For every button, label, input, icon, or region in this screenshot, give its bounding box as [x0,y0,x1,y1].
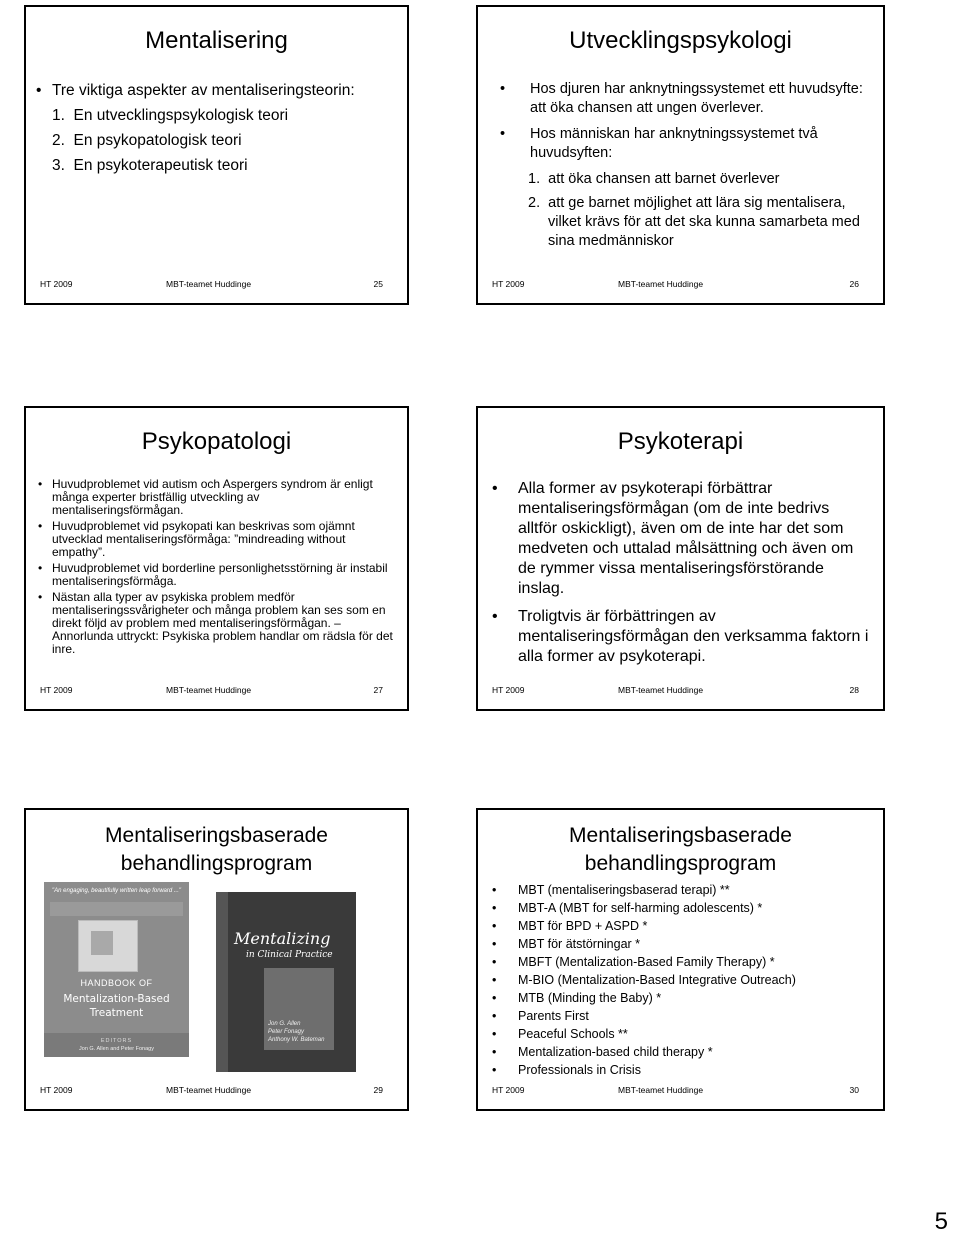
slide-content [492,881,872,1079]
footer-date: HT 2009 [492,279,525,289]
title-line-1: Mentaliseringsbaserade [105,824,328,847]
footer-date: HT 2009 [40,1085,73,1095]
book-title-line-2: Treatment [89,1007,144,1019]
numbered-item: 1. att öka chansen att barnet överlever [528,171,780,187]
title-line-2: behandlingsprogram [120,852,313,875]
book-title: Mentalizing [234,929,331,948]
bullet-item: • Parents First [492,1007,872,1025]
bullet-item: • MTB (Minding the Baby) * [492,989,872,1007]
slide-title: Psykopatologi [141,428,292,455]
bullet-item: • Nästan alla typer av psykiska problem medför mentaliseringssvårigheter och många problem kan ses som en direkt följd av problem med mentaliseringsförmågan. – Annorlunda uttryckt: Psykiska problem handlar om rädsla för det inre. [38,591,393,656]
numbered-item: 2. En psykopatologisk teori [52,132,242,149]
slide-content [492,479,872,675]
slide-number: 27 [373,685,383,695]
title-line-2: behandlingsprogram [584,852,777,875]
slide-footer [478,1085,883,1099]
footer-date: HT 2009 [492,685,525,695]
slide-number: 29 [373,1085,383,1095]
bullet-item: • MBT för ätstörningar * [492,935,872,953]
slide-26 [476,5,885,305]
slide-30 [476,808,885,1111]
bullet-item: • Alla former av psykoterapi förbättrar mentaliseringsförmågan (om de inte bedrivs alltför oskickligt), även om de inte har det som medveten och uttalad målsättning och även om de rymmer vissa mentaliseringsförstörande inslag. [492,479,872,599]
book-lower-band [44,1033,189,1057]
book-quote: "An engaging, beautifully written leap forward ..." [52,888,181,894]
book-band [50,902,183,916]
footer-team: MBT-teamet Huddinge [166,279,252,289]
numbered-item: 1. En utvecklingspsykologisk teori [52,107,289,124]
slide-number: 28 [849,685,859,695]
slide-footer [26,1085,407,1099]
slide-footer [478,685,883,699]
bullet-item: • Tre viktiga aspekter av mentaliseringsteorin: [36,80,396,101]
bullet-item: • Hos djuren har anknytningssystemet ett huvudsyfte: att öka chansen att ungen överlever. [500,80,875,118]
slide-title: Psykoterapi [617,428,744,455]
book-illustration [78,920,138,972]
slide-footer [478,279,883,293]
slide-footer [26,279,407,293]
footer-team: MBT-teamet Huddinge [618,685,704,695]
book-author: Jon G. Allen [268,1021,301,1027]
bullet-item: • Huvudproblemet vid autism och Aspergers syndrom är enligt många experter bristfällig utveckling av mentaliseringsförmågan. [38,478,393,517]
numbered-item: 2. att ge barnet möjlighet att lära sig mentalisera, vilket krävs för att det ska kunna samarbeta med sina medmänniskor [528,195,860,249]
slide-footer [26,685,407,699]
bullet-item: • Huvudproblemet vid borderline personlighetsstörning är instabil mentaliseringsförmåga. [38,562,393,588]
bullet-item: • Professionals in Crisis [492,1061,872,1079]
book-title-top: HANDBOOK OF [80,978,153,988]
book-title-line-1: Mentalization-Based [63,993,170,1005]
bullet-item: • MBT för BPD + ASPD * [492,917,872,935]
slide-content [38,478,393,659]
footer-date: HT 2009 [40,279,73,289]
slide-29 [24,808,409,1111]
slide-25 [24,5,409,305]
book-spine-edge [216,892,228,1072]
book-editors-label: EDITORS [100,1038,133,1044]
numbered-item: 3. En psykoterapeutisk teori [52,157,248,174]
footer-team: MBT-teamet Huddinge [618,1085,704,1095]
page-number: 5 [934,1208,948,1235]
book-title-main [44,992,189,1020]
bullet-item: • Hos människan har anknytningssystemet två huvudsyften: [500,125,875,163]
book-authors [268,1020,324,1044]
book-author: Anthony W. Bateman [268,1037,325,1043]
slide-number: 26 [849,279,859,289]
slide-number: 25 [373,279,383,289]
slide-title: Utvecklingspsykologi [569,27,792,54]
book-author: Peter Fonagy [268,1029,305,1035]
slide-title [478,822,883,878]
slide-27 [24,406,409,711]
footer-date: HT 2009 [492,1085,525,1095]
footer-team: MBT-teamet Huddinge [166,1085,252,1095]
slide-title [26,822,407,878]
title-line-1: Mentaliseringsbaserade [569,824,792,847]
slide-content [36,80,396,176]
bullet-item: • Huvudproblemet vid psykopati kan beskrivas som ojämnt utvecklad mentaliseringsförmåga: ”mindreading without empathy”. [38,520,393,559]
bullet-item: • Mentalization-based child therapy * [492,1043,872,1061]
bullet-item: • Peaceful Schools ** [492,1025,872,1043]
bullet-item: • M-BIO (Mentalization-Based Integrative Outreach) [492,971,872,989]
bullet-item: • MBT (mentaliseringsbaserad terapi) ** [492,881,872,899]
book-subtitle: in Clinical Practice [246,950,333,960]
book-editors: Jon G. Allen and Peter Fonagy [79,1046,154,1052]
book-cover-mentalizing [216,892,356,1072]
bullet-item: • Troligtvis är förbättringen av mentaliseringsförmågan den verksamma faktorn i alla former av psykoterapi. [492,607,872,667]
bullet-item: • MBT-A (MBT for self-harming adolescents) * [492,899,872,917]
slide-number: 30 [849,1085,859,1095]
slide-title: Mentalisering [145,27,288,54]
footer-team: MBT-teamet Huddinge [166,685,252,695]
footer-date: HT 2009 [40,685,73,695]
slide-28 [476,406,885,711]
book-cover-handbook [44,882,189,1057]
footer-team: MBT-teamet Huddinge [618,279,704,289]
bullet-item: • MBFT (Mentalization-Based Family Therapy) * [492,953,872,971]
slide-content [500,80,875,256]
